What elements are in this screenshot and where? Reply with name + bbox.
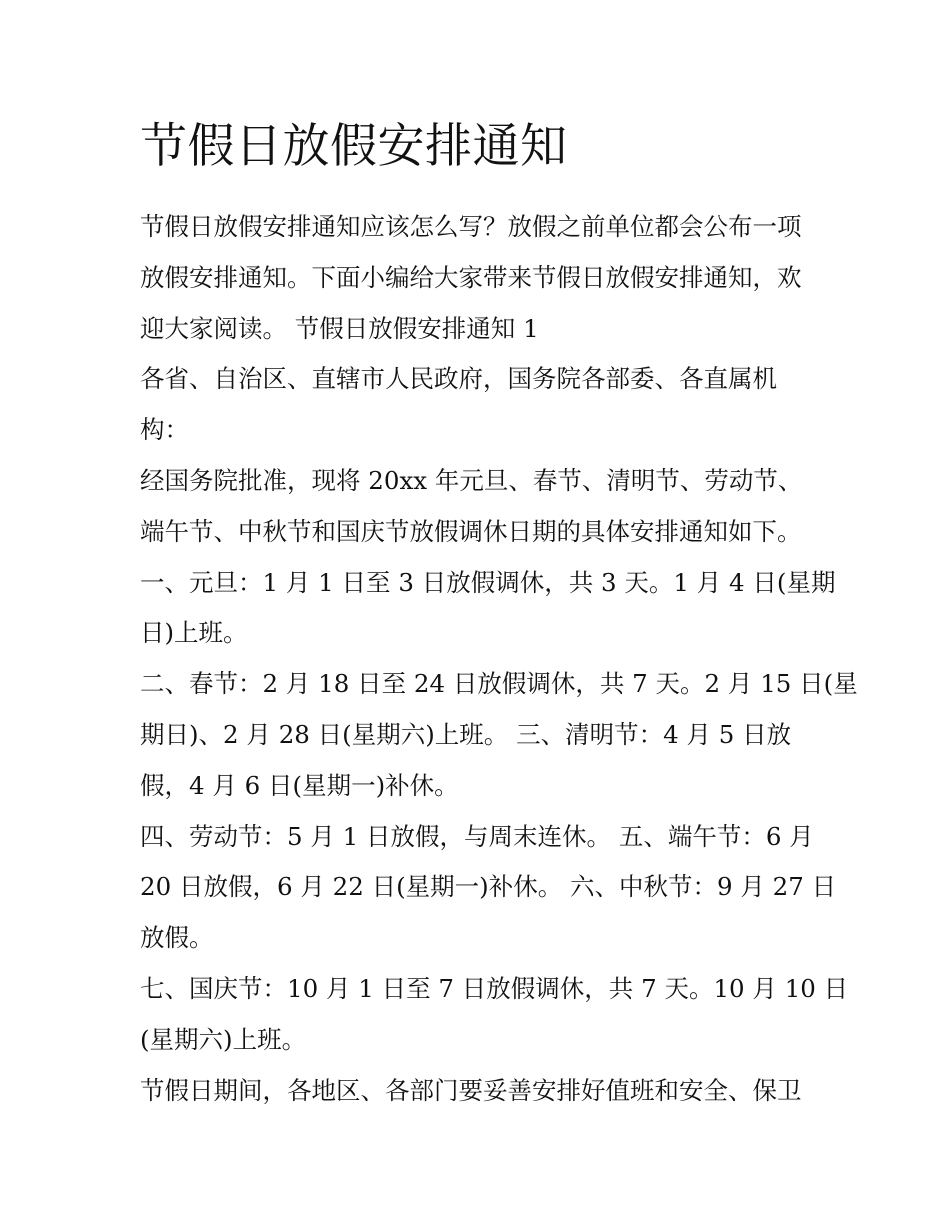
text-line-5: 构：: [140, 415, 189, 445]
text-line-8: 一、元旦：1 月 1 日至 3 日放假调休，共 3 天。1 月 4 日(星期: [140, 567, 836, 597]
text-line-10: 二、春节：2 月 18 日至 24 日放假调休，共 7 天。2 月 15 日(星: [140, 669, 858, 699]
text-line-18: 节假日期间，各地区、各部门要妥善安排好值班和安全、保卫: [140, 1075, 802, 1105]
text-line-6: 经国务院批准，现将 20xx 年元旦、春节、清明节、劳动节、: [140, 465, 803, 495]
text-line-13: 四、劳动节：5 月 1 日放假，与周末连休。 五、端午节：6 月: [140, 821, 814, 851]
text-line-3: 迎大家阅读。 节假日放假安排通知 1: [140, 313, 539, 343]
document-title: 节假日放假安排通知: [140, 119, 568, 174]
text-line-7: 端午节、中秋节和国庆节放假调休日期的具体安排通知如下。: [140, 516, 802, 546]
text-line-15: 放假。: [140, 923, 214, 953]
text-line-14: 20 日放假，6 月 22 日(星期一)补休。 六、中秋节：9 月 27 日: [140, 872, 837, 902]
document-body: [140, 112, 858, 1116]
text-line-9: 日)上班。: [140, 618, 248, 648]
text-line-1: 节假日放假安排通知应该怎么写？放假之前单位都会公布一项: [140, 212, 802, 241]
text-line-12: 假，4 月 6 日(星期一)补休。: [140, 770, 459, 800]
text-line-16: 七、国庆节：10 月 1 日至 7 日放假调休，共 7 天。10 月 10 日: [140, 973, 849, 1003]
text-line-17: (星期六)上班。: [140, 1024, 307, 1054]
text-line-4: 各省、自治区、直辖市人民政府，国务院各部委、各直属机: [140, 364, 777, 394]
text-line-2: 放假安排通知。下面小编给大家带来节假日放假安排通知，欢: [140, 262, 802, 292]
text-line-11: 期日)、2 月 28 日(星期六)上班。 三、清明节：4 月 5 日放: [140, 719, 792, 749]
